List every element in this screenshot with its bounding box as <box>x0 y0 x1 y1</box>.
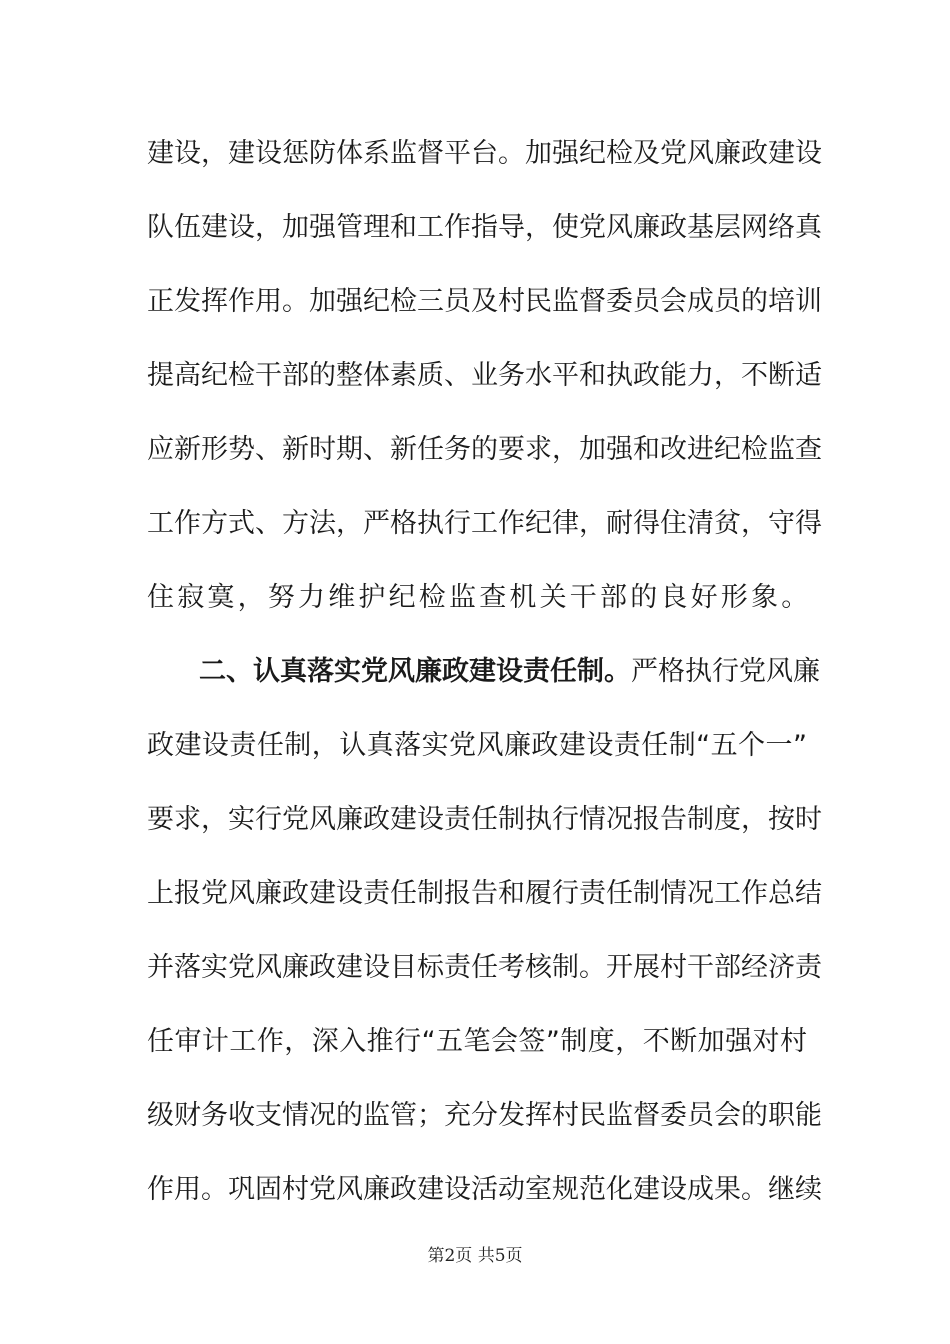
paragraph-line: 作用。巩固村党风廉政建设活动室规范化建设成果。继续 <box>147 1174 822 1205</box>
document-body <box>147 128 822 1238</box>
paragraph-line: 工作方式、方法，严格执行工作纪律，耐得住清贫，守得 <box>147 508 822 539</box>
section-first-line-text: 严格执行党风廉 <box>631 656 820 687</box>
page-number-footer: 第2页 共5页 <box>427 1246 523 1266</box>
paragraph-line: 政建设责任制，认真落实党风廉政建设责任制“五个一” <box>147 730 807 761</box>
paragraph-line: 住寂寞，努力维护纪检监查机关干部的良好形象。 <box>147 582 812 613</box>
section-first-line <box>147 646 820 720</box>
paragraph-line: 提高纪检干部的整体素质、业务水平和执政能力，不断适 <box>147 360 822 391</box>
paragraph-line: 应新形势、新时期、新任务的要求，加强和改进纪检监查 <box>147 434 822 465</box>
paragraph-line: 正发挥作用。加强纪检三员及村民监督委员会成员的培训 <box>147 286 822 317</box>
paragraph-line: 队伍建设，加强管理和工作指导，使党风廉政基层网络真 <box>147 212 822 243</box>
paragraph-line: 任审计工作，深入推行“五笔会签”制度，不断加强对村 <box>147 1026 807 1057</box>
section-heading: 二、认真落实党风廉政建设责任制。 <box>199 656 631 687</box>
paragraph-line: 并落实党风廉政建设目标责任考核制。开展村干部经济责 <box>147 952 822 983</box>
paragraph-line: 上报党风廉政建设责任制报告和履行责任制情况工作总结 <box>147 878 822 909</box>
paragraph-line: 要求，实行党风廉政建设责任制执行情况报告制度，按时 <box>147 804 822 835</box>
paragraph-line: 建设，建设惩防体系监督平台。加强纪检及党风廉政建设 <box>147 138 822 169</box>
paragraph-line: 级财务收支情况的监管；充分发挥村民监督委员会的职能 <box>147 1100 822 1131</box>
